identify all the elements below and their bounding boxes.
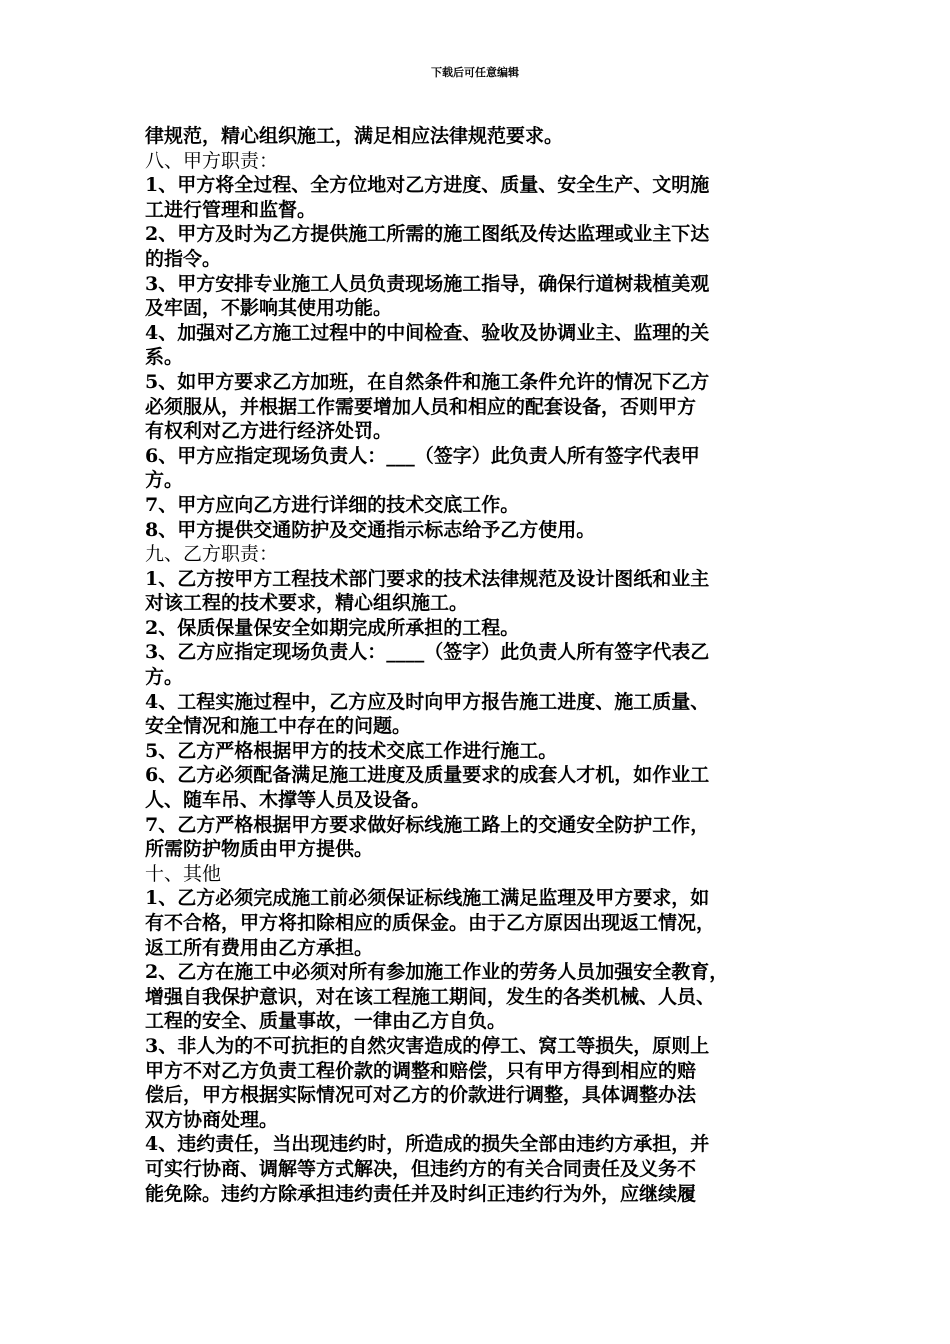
paragraph-line: 必须服从，并根据工作需要增加人员和相应的配套设备，否则甲方 bbox=[145, 395, 697, 418]
paragraph-line: 6、乙方必须配备满足施工进度及质量要求的成套人才机，如作业工 bbox=[145, 764, 710, 787]
section-heading: 八、甲方职责： bbox=[145, 149, 279, 172]
paragraph-line: 可实行协商、调解等方式解决，但违约方的有关合同责任及义务不 bbox=[145, 1157, 697, 1180]
paragraph-line: 8、甲方提供交通防护及交通指示标志给予乙方使用。 bbox=[145, 518, 596, 541]
paragraph-line: 能免除。违约方除承担违约责任并及时纠正违约行为外，应继续履 bbox=[145, 1182, 697, 1205]
paragraph-line: 方。 bbox=[145, 469, 184, 492]
paragraph-line: 2、乙方在施工中必须对所有参加施工作业的劳务人员加强安全教育， bbox=[145, 961, 729, 984]
paragraph-line: 4、违约责任，当出现违约时，所造成的损失全部由违约方承担，并 bbox=[145, 1133, 710, 1156]
paragraph-line: 1、乙方按甲方工程技术部门要求的技术法律规范及设计图纸和业主 bbox=[145, 567, 710, 590]
paragraph-line: 3、非人为的不可抗拒的自然灾害造成的停工、窝工等损失，原则上 bbox=[145, 1034, 710, 1057]
section-heading: 十、其他 bbox=[145, 862, 222, 885]
paragraph-line: 双方协商处理。 bbox=[145, 1108, 279, 1131]
paragraph-line: 甲方不对乙方负责工程价款的调整和赔偿，只有甲方得到相应的赔 bbox=[145, 1059, 697, 1082]
paragraph-line: 偿后，甲方根据实际情况可对乙方的价款进行调整，具体调整办法 bbox=[145, 1084, 697, 1107]
header-note: 下载后可任意编辑 bbox=[431, 66, 519, 79]
paragraph-line: 4、加强对乙方施工过程中的中间检查、验收及协调业主、监理的关 bbox=[145, 321, 710, 344]
paragraph-line: 3、乙方应指定现场负责人：____（签字）此负责人所有签字代表乙 bbox=[145, 641, 710, 664]
paragraph-line: 工进行管理和监督。 bbox=[145, 198, 317, 221]
paragraph-line: 有不合格，甲方将扣除相应的质保金。由于乙方原因出现返工情况， bbox=[145, 912, 716, 934]
paragraph-line: 增强自我保护意识，对在该工程施工期间，发生的各类机械、人员、 bbox=[145, 985, 716, 1008]
paragraph-line: 6、甲方应指定现场负责人：___（签字）此负责人所有签字代表甲 bbox=[145, 444, 700, 467]
paragraph-line: 7、乙方严格根据甲方要求做好标线施工路上的交通安全防护工作， bbox=[145, 813, 710, 836]
paragraph-line: 系。 bbox=[145, 346, 184, 369]
paragraph-line: 方。 bbox=[145, 666, 184, 689]
paragraph-line: 4、工程实施过程中，乙方应及时向甲方报告施工进度、施工质量、 bbox=[145, 690, 710, 713]
paragraph-line: 1、甲方将全过程、全方位地对乙方进度、质量、安全生产、文明施 bbox=[145, 174, 710, 197]
paragraph-line: 对该工程的技术要求，精心组织施工。 bbox=[145, 592, 469, 615]
paragraph-line: 2、甲方及时为乙方提供施工所需的施工图纸及传达监理或业主下达 bbox=[145, 223, 710, 246]
section-heading: 九、乙方职责： bbox=[145, 543, 279, 566]
paragraph-line: 的指令。 bbox=[145, 247, 222, 270]
paragraph-line: 律规范，精心组织施工，满足相应法律规范要求。 bbox=[145, 125, 564, 147]
paragraph-line: 7、甲方应向乙方进行详细的技术交底工作。 bbox=[145, 493, 520, 516]
paragraph-line: 5、如甲方要求乙方加班，在自然条件和施工条件允许的情况下乙方 bbox=[145, 370, 710, 393]
paragraph-line: 5、乙方严格根据甲方的技术交底工作进行施工。 bbox=[145, 739, 558, 762]
paragraph-line: 2、保质保量保安全如期完成所承担的工程。 bbox=[145, 616, 520, 639]
paragraph-line: 人、随车吊、木撑等人员及设备。 bbox=[145, 789, 431, 812]
page-header bbox=[0, 66, 950, 80]
paragraph-line: 返工所有费用由乙方承担。 bbox=[145, 936, 374, 959]
paragraph-line: 所需防护物质由甲方提供。 bbox=[145, 838, 374, 861]
paragraph-line: 1、乙方必须完成施工前必须保证标线施工满足监理及甲方要求，如 bbox=[145, 887, 710, 910]
paragraph-line: 有权利对乙方进行经济处罚。 bbox=[145, 420, 393, 443]
paragraph-line: 3、甲方安排专业施工人员负责现场施工指导，确保行道树栽植美观 bbox=[145, 272, 710, 295]
paragraph-line: 安全情况和施工中存在的问题。 bbox=[145, 715, 412, 738]
paragraph-line: 工程的安全、质量事故，一律由乙方自负。 bbox=[145, 1010, 507, 1033]
paragraph-line: 及牢固，不影响其使用功能。 bbox=[145, 297, 393, 320]
document-body bbox=[145, 124, 810, 1206]
